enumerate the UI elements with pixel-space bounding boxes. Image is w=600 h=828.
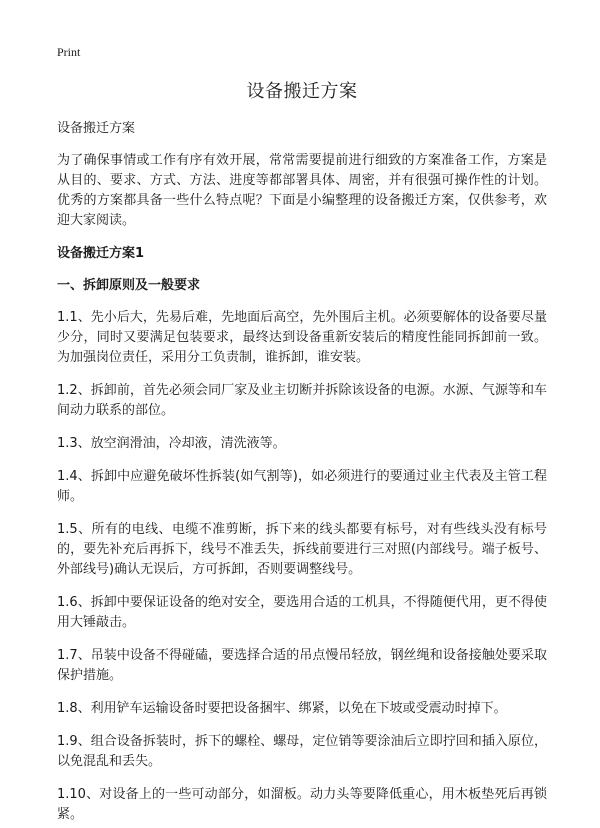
document-subtitle: 设备搬迁方案 — [57, 121, 136, 136]
list-item-1-10: 1.10、对设备上的一些可动部分，如溜板。动力头等要降低重心，用木板垫死后再锁紧。 — [57, 787, 547, 822]
list-item-1-4: 1.4、拆卸中应避免破坏性拆装(如气割等)，如必须进行的要通过业主代表及主管工程师。 — [57, 469, 547, 504]
list-item-1-7: 1.7、吊装中设备不得碰磕，要选择合适的吊点慢吊轻放，钢丝绳和设备接触处要采取保护措施。 — [57, 648, 547, 683]
list-item-1-2: 1.2、拆卸前，首先必须会同厂家及业主切断并拆除该设备的电源。水源、气源等和车间动力联系的部位。 — [57, 383, 547, 418]
page-title: 设备搬迁方案 — [246, 81, 358, 102]
section-heading: 一、拆卸原则及一般要求 — [57, 278, 201, 293]
list-item-1-1: 1.1、先小后大，先易后难，先地面后高空，先外围后主机。必须要解体的设备要尽量少分，同时又要满足包装要求，最终达到设备重新安装后的精度性能同拆卸前一致。为加强岗位责任，采用分工负责制，谁拆卸，谁安装。 — [57, 310, 547, 365]
list-item-1-9: 1.9、组合设备拆装时，拆下的螺栓、螺母，定位销等要涂油后立即拧回和插入原位，以免混乱和丢失。 — [57, 734, 547, 769]
section-title: 设备搬迁方案1 — [57, 246, 145, 261]
print-link[interactable]: Print — [57, 45, 81, 59]
list-item-1-6: 1.6、拆卸中要保证设备的绝对安全，要选用合适的工机具，不得随便代用，更不得使用大锤敲击。 — [57, 595, 547, 630]
list-item-1-3: 1.3、放空润滑油，冷却液，清洗液等。 — [57, 436, 286, 451]
list-item-1-8: 1.8、利用铲车运输设备时要把设备捆牢、绑紧，以免在下坡或受震动时掉下。 — [57, 701, 507, 716]
list-item-1-5: 1.5、所有的电线、电缆不准剪断，拆下来的线头都要有标号，对有些线头没有标号的，要先补充后再拆下，线号不准丢失，拆线前要进行三对照(内部线号。端子板号、外部线号)确认无误后，方可拆卸，否则要调整线号。 — [57, 522, 547, 577]
intro-paragraph: 为了确保事情或工作有序有效开展，常常需要提前进行细致的方案准备工作，方案是从目的、要求、方式、方法、进度等都部署具体、周密，并有很强可操作性的计划。优秀的方案都具备一些什么特点呢？下面是小编整理的设备搬迁方案，仅供参考，欢迎大家阅读。 — [57, 153, 547, 228]
